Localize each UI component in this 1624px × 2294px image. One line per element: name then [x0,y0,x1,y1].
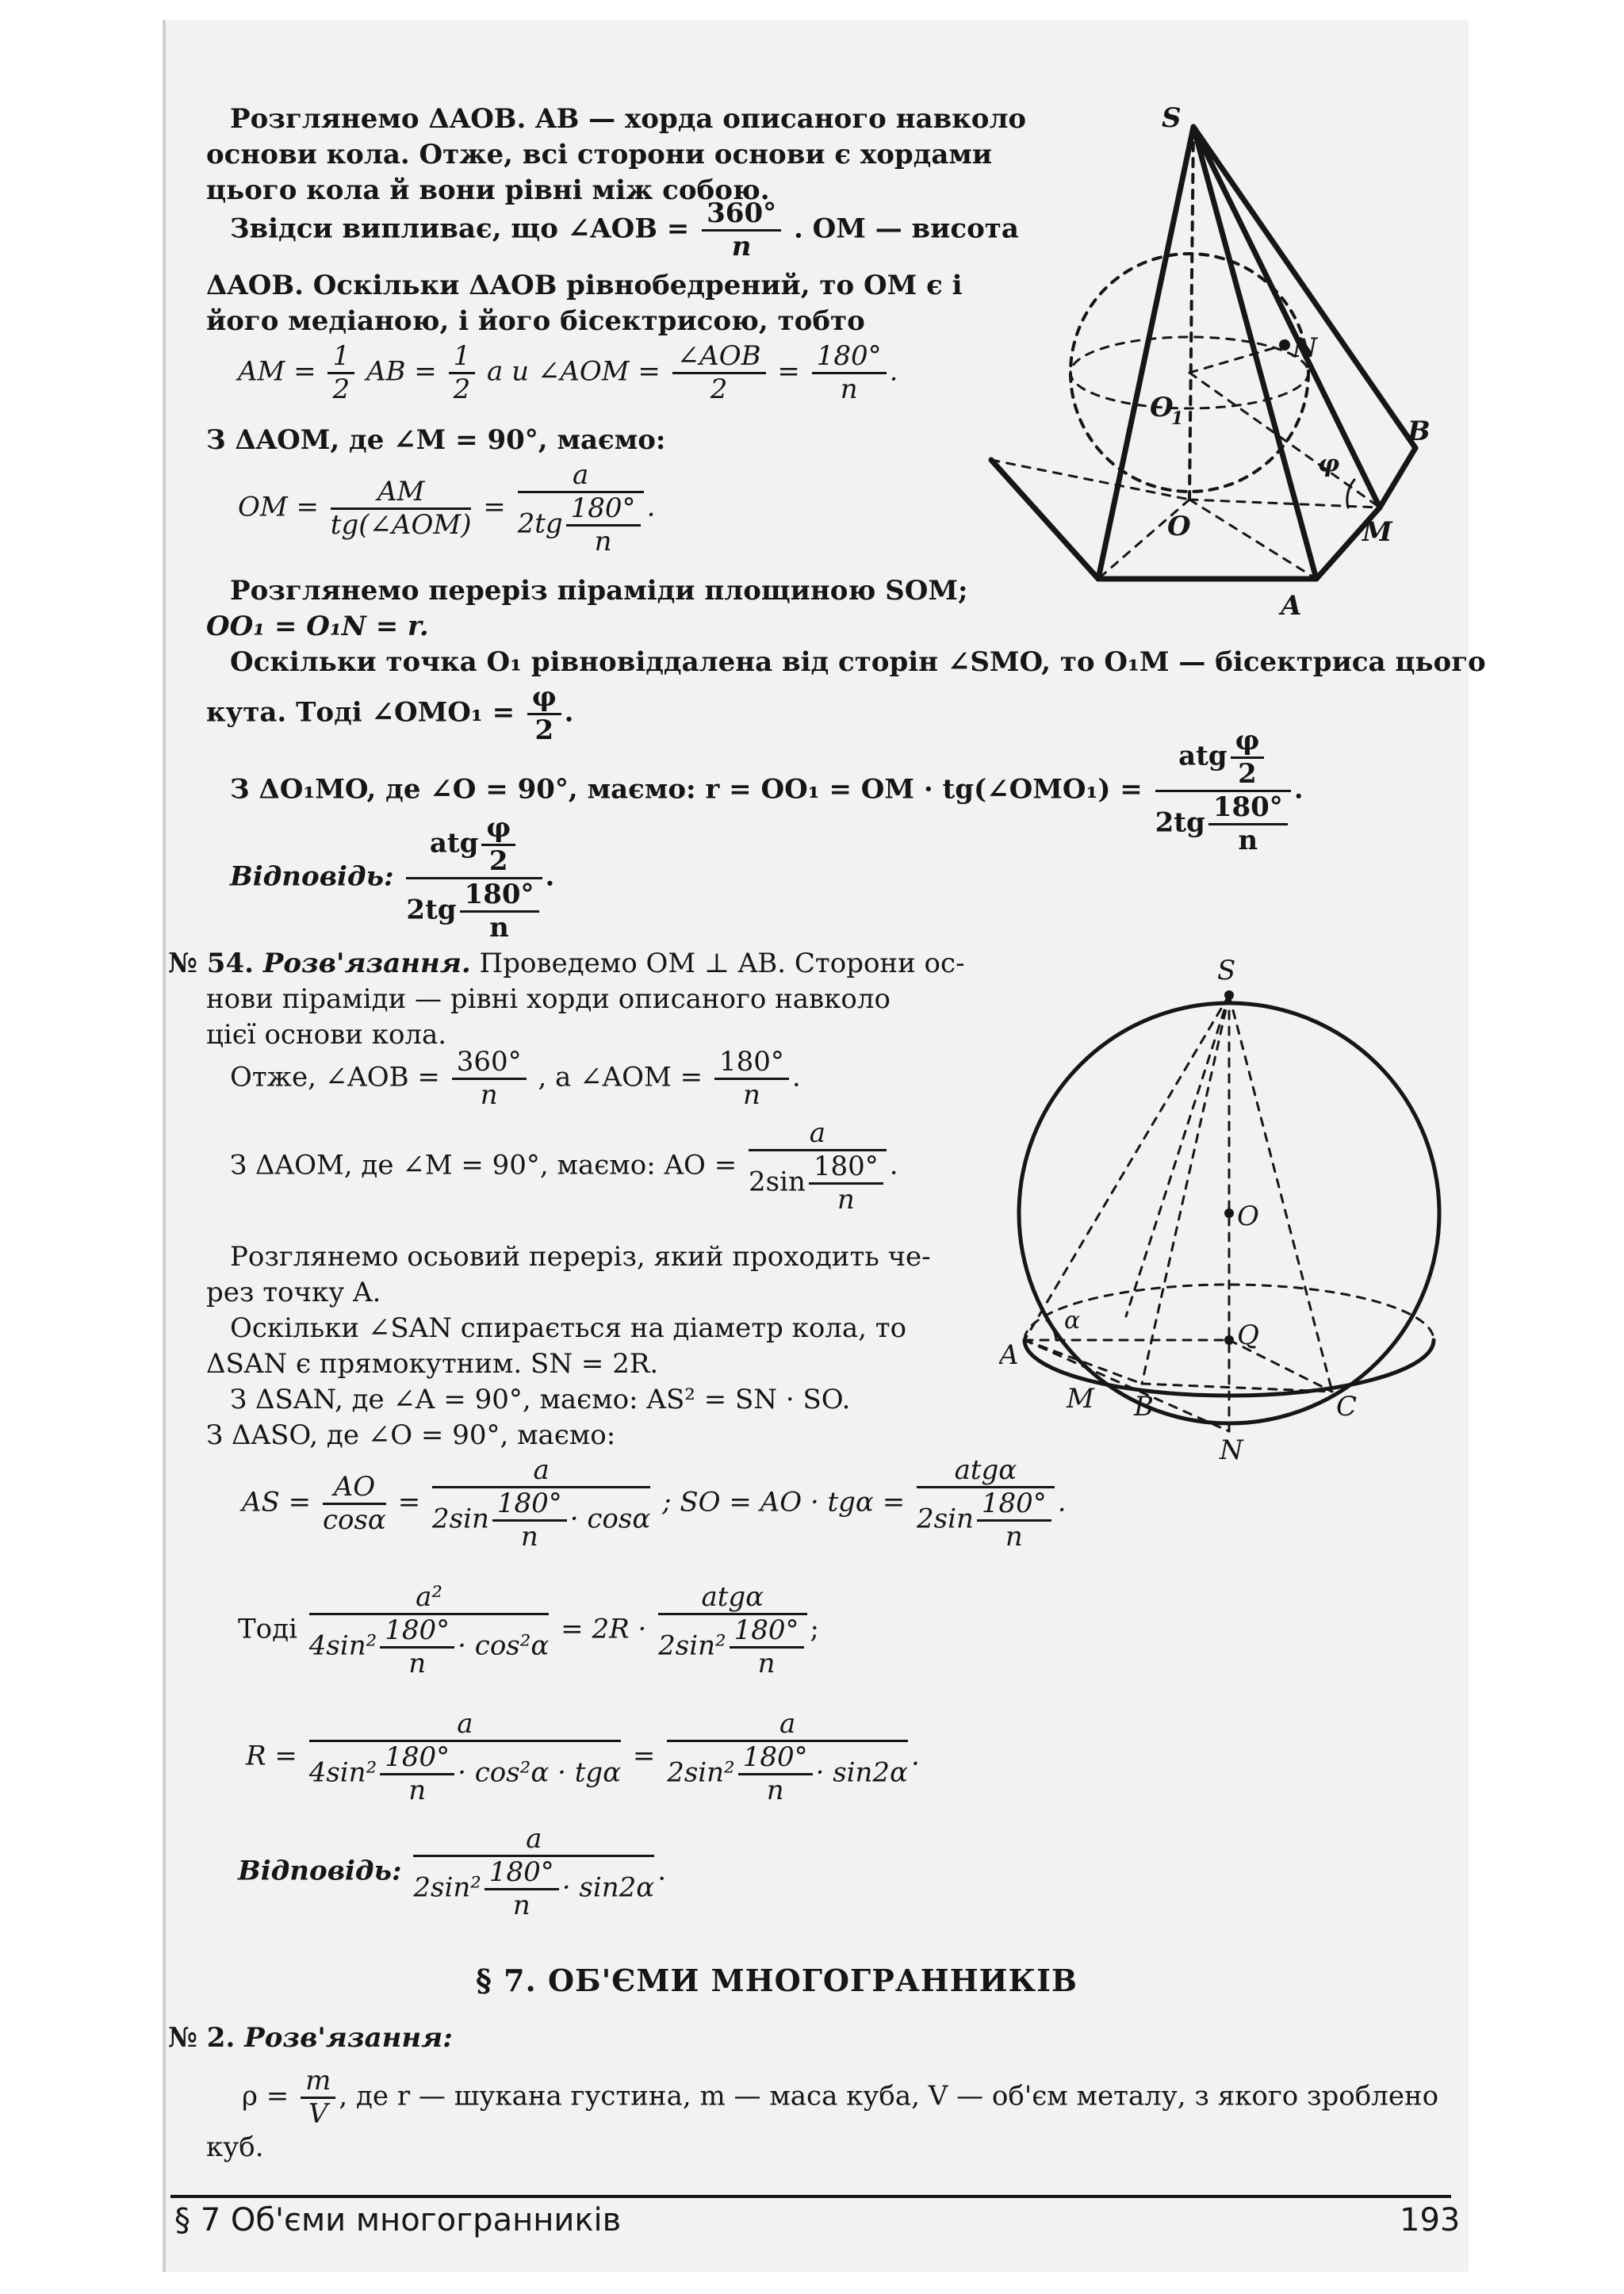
fraction [460,879,539,944]
numerator: a [432,1455,650,1488]
text-line: З ΔSAN, де ∠A = 90°, маємо: AS² = SN · SO. [230,1384,851,1415]
text: ; SO = AO · tgα = [662,1486,906,1518]
numerator: atgα [658,1582,806,1615]
denominator [1155,792,1291,856]
point-n [1279,339,1290,350]
text: 2sin [917,1503,974,1535]
edge-back [1126,995,1229,1316]
numerator: 180° [380,1615,454,1649]
numerator: atgα [917,1455,1055,1488]
sphere-figure [999,948,1459,1471]
label-o: O [1237,1201,1259,1232]
fraction [327,341,354,405]
denominator: n [840,373,858,406]
numerator: 180° [566,493,641,527]
text-line: куб. [206,2131,264,2163]
numerator: 180° [738,1742,813,1775]
point-s [1224,990,1234,1000]
numerator: 180° [485,1857,559,1890]
fraction [809,1151,883,1216]
numerator: a [518,460,644,493]
denominator: 2 [710,373,728,406]
text: 2sin² [658,1630,726,1662]
text: Звідси випливає, що ∠AOB = [230,213,690,245]
numerator: 1 [449,341,476,374]
text: 4sin² [308,1630,377,1662]
text: , а ∠AOM = [538,1061,703,1093]
text: . OM — висота [793,213,1019,245]
denominator: 2 [453,373,471,406]
text: · cos²α [458,1630,550,1662]
numerator: a [413,1824,654,1857]
formula-line [242,2066,1438,2130]
solution-label: Розв'язання: [244,2022,453,2054]
problem-number: № 54. [168,948,263,979]
denominator [413,1857,654,1921]
label-q: Q [1237,1319,1259,1351]
denominator: n [757,1648,776,1680]
answer-label: Відповідь: [230,860,394,893]
denominator: n [489,912,509,944]
fraction [730,1615,804,1679]
point-o [1224,1208,1234,1218]
formula-line: R = a 4sin² $\frac{180^\circ}{n}$ · cos²α · tgα = a 2sin² $\frac{180^\circ}{n}$ · sin2α . [246,1708,920,1807]
label-s: S [1217,955,1236,986]
base-edge [1380,448,1415,507]
denominator [658,1615,806,1679]
denominator [518,493,644,557]
text-line: З ΔASO, де ∠O = 90°, маємо: [206,1419,616,1451]
numerator: 180° [492,1488,567,1522]
numerator: φ [1231,726,1265,759]
text: atg [1178,740,1228,772]
radius-line [1189,345,1285,373]
slant-height [1193,127,1380,507]
label-b: B [1134,1391,1154,1423]
denominator [309,1615,550,1679]
fraction [749,1118,887,1216]
fraction [406,813,542,944]
footer-chapter: § 7 Об'єми многогранників [174,2202,622,2238]
edge-sa [1025,995,1229,1340]
label-a: A [1281,590,1302,622]
text: = [777,355,800,388]
numerator: 360° [702,198,781,232]
fraction [481,813,515,877]
solution-label: Розв'язання. [262,948,471,979]
label-o: O [1167,511,1191,542]
label-c: C [1336,1391,1358,1423]
text-line: Розглянемо ΔAOB. AB — хорда описаного навколо [230,103,1027,135]
fraction [485,1857,559,1921]
text-line: цього кола й вони рівні між собою. [206,174,770,206]
point-q [1224,1335,1234,1345]
numerator: 1 [327,341,354,374]
fraction [432,1455,650,1553]
text-line: цієї основи кола. [206,1019,447,1051]
hidden-line [1189,500,1380,507]
numerator: m [301,2066,335,2099]
text: 2sin² [667,1756,735,1789]
numerator: a [667,1709,908,1742]
denominator: n [408,1648,427,1680]
text-line: З ΔAOM, де ∠M = 90°, маємо: [206,424,666,456]
numerator: 180° [714,1047,789,1080]
text-line: ΔAOB. Оскільки ΔAOB рівнобедрений, то OM є і [206,270,963,301]
text: · cos²α · tgα [458,1756,622,1789]
fraction [977,1488,1051,1553]
denominator: n [742,1079,760,1112]
denominator: n [480,1079,498,1112]
numerator: a² [309,1582,550,1615]
fraction [1208,792,1288,856]
text: Проведемо OM ⊥ AB. Сторони ос- [470,948,965,979]
label-m: M [1362,516,1392,548]
numerator: φ [527,682,561,715]
problem-heading [168,2022,453,2055]
text: · sin2α [815,1756,909,1789]
denominator: n [520,1521,538,1553]
text: З ΔO₁MO, де ∠O = 90°, маємо: r = OO₁ = OM · tg(∠OMO₁) = [230,773,1143,806]
text: AB = [366,355,437,388]
label-n: N [1220,1434,1243,1466]
text: Тоді [238,1613,297,1645]
formula-line [230,198,1019,262]
fraction [309,1582,550,1679]
numerator [406,813,542,879]
text-line: нови піраміди — рівні хорди описаного навколо [206,983,891,1015]
base-edge [991,460,1098,579]
denominator: n [766,1775,784,1807]
numerator: ∠AOB [672,341,766,374]
denominator [406,879,542,944]
denominator: cosα [322,1504,386,1537]
formula-line: AM = $\frac{1}{2}$ AB = $\frac{1}{2}$ a и ∠AOM = $\frac{\text{∠AOB}}{2}$ = $\frac{180^\circ}{n}$ . [238,340,898,406]
height-line [1189,127,1193,500]
numerator [1155,726,1291,792]
text: , де r — шукана густина, m — маса куба, V — об'єм металу, з якого зроблено [339,2080,1439,2112]
denominator: tg(∠AOM) [330,509,472,542]
formula-line: З ΔAOM, де ∠M = 90°, маємо: AO = a 2sin $\frac{180^\circ}{n}$ . [230,1117,898,1216]
text-line: Розглянемо переріз піраміди площиною SOM; [230,575,968,607]
denominator [749,1151,887,1216]
text: 4sin² [308,1756,377,1789]
label-o1: O [1150,392,1174,423]
text-line: Розглянемо осьовий переріз, який проходить че- [230,1241,931,1273]
fraction [449,341,476,405]
text-line: його медіаною, і його бісектрисою, тобто [206,305,865,337]
text: 2tg [517,507,563,540]
label-a: A [999,1339,1019,1371]
numerator: 180° [1208,792,1288,825]
numerator: 180° [380,1742,454,1775]
text: OM = [238,491,319,523]
denominator: V [308,2098,328,2131]
fraction [309,1709,621,1806]
footer-rule [170,2195,1451,2198]
fraction [301,2066,335,2130]
denominator: 2 [488,845,508,878]
denominator: n [594,526,612,558]
formula-line: Відповідь: a 2sin² $\frac{180^\circ}{n}$ · sin2α . [238,1823,667,1922]
page-number: 193 [1400,2202,1461,2238]
text: З ΔAOM, де ∠M = 90°, маємо: AO = [230,1149,737,1181]
numerator: φ [481,813,515,846]
denominator: n [1238,825,1258,857]
formula-line: OM = $\frac{AM}{\text{tg(∠AOM)}}$ = a 2tg $\frac{180^\circ}{n}$ . [238,459,656,558]
numerator: 180° [730,1615,804,1649]
text: AM = [238,355,316,388]
answer-label: Відповідь: [238,1855,402,1887]
denominator: n [512,1890,530,1922]
text-line: ΔSAN є прямокутним. SN = 2R. [206,1348,659,1380]
section-heading: § 7. ОБ'ЄМИ МНОГОГРАННИКІВ [476,1963,1078,1998]
denominator [309,1742,621,1806]
fraction [738,1742,813,1806]
text: · sin2α [561,1871,655,1904]
formula-line: кута. Тоді ∠OMO₁ = $\frac{\varphi}{2}$ . [206,681,574,747]
text: a и ∠AOM = [487,355,661,388]
text: · cosα [569,1503,651,1535]
denominator: n [408,1775,427,1807]
text: 2sin [749,1166,806,1198]
numerator: 180° [809,1151,883,1185]
fraction [518,460,644,557]
text: 2tg [1155,806,1205,839]
fraction [812,341,887,405]
numerator: 180° [812,341,887,374]
numerator: 180° [977,1488,1051,1522]
fraction [714,1047,789,1111]
denominator: n [1005,1521,1023,1553]
text: ρ = [242,2080,289,2112]
label-m: M [1067,1383,1094,1415]
label-o1-subscript: 1 [1171,408,1184,429]
text: atg [429,827,479,860]
text-line: OO₁ = O₁N = r. [206,611,429,642]
lateral-edge [1193,127,1415,448]
base-edge [1142,1384,1332,1392]
text: R = [246,1740,297,1772]
fraction [702,198,781,262]
fraction [380,1615,454,1679]
numerator: 360° [452,1047,527,1080]
label-alpha: α [1064,1307,1081,1335]
fraction [1231,726,1265,790]
numerator: 180° [460,879,539,913]
fraction [331,477,472,541]
numerator: AM [331,477,472,510]
formula-line: AS = $\frac{AO}{\cos\alpha}$ = a 2sin $\frac{180^\circ}{n}$ · cosα ; SO = AO · tgα = atgα 2sin $\frac{180^\circ}{n}$ . [242,1454,1067,1553]
problem-heading [168,948,965,980]
formula-line: Відповідь: atg $\frac{\varphi}{2}$ 2tg $\frac{180^\circ}{n}$ . [230,812,555,944]
text: 2tg [406,894,457,926]
denominator [432,1488,650,1553]
label-b: B [1408,416,1431,447]
numerator: a [749,1118,887,1151]
fraction [413,1824,654,1921]
text: Отже, ∠AOB = [230,1061,440,1093]
text: = 2R · [561,1613,647,1645]
edge-sb [1142,995,1229,1384]
problem-number: № 2. [168,2022,245,2054]
numerator: AO [323,1472,386,1505]
text-line: основи кола. Отже, всі сторони основи є хордами [206,139,993,170]
fraction [672,341,766,405]
denominator: n [837,1184,855,1216]
text-line: Оскільки точка O₁ рівновіддалена від сторін ∠SMO, то O₁M — бісектриса цього [230,646,1486,678]
text-line: рез точку A. [206,1277,381,1308]
fraction [1155,726,1291,856]
text: 2sin [432,1503,489,1535]
label-s: S [1162,103,1182,134]
denominator [917,1488,1055,1553]
fraction [380,1742,454,1806]
pyramid-figure [983,103,1459,626]
denominator: 2 [332,373,350,406]
fraction [566,493,641,557]
fraction [323,1472,386,1536]
fraction [492,1488,567,1553]
text: AS = [242,1486,312,1518]
fraction [452,1047,527,1111]
numerator: a [309,1709,621,1742]
denominator: 2 [534,714,554,747]
label-phi: φ [1318,450,1340,478]
formula-line: Отже, ∠AOB = $\frac{360^\circ}{n}$ , а ∠AOM = $\frac{180^\circ}{n}$ . [230,1046,801,1112]
label-n: N [1293,332,1318,364]
text-line: Оскільки ∠SAN спирається на діаметр кола, то [230,1312,907,1344]
denominator: 2 [1238,758,1257,791]
fraction [658,1582,806,1679]
denominator: n [731,231,752,263]
denominator [667,1742,908,1806]
formula-line: Тоді a² 4sin² $\frac{180^\circ}{n}$ · cos²α = 2R · atgα 2sin² $\frac{180^\circ}{n}$ ; [238,1581,819,1680]
fraction [667,1709,908,1806]
text: кута. Тоді ∠OMO₁ = [206,696,515,729]
formula-line: З ΔO₁MO, де ∠O = 90°, маємо: r = OO₁ = OM · tg(∠OMO₁) = atg $\frac{\varphi}{2}$ 2tg $\frac{180^\circ}{n}$ . [230,725,1304,857]
text: 2sin² [413,1871,481,1904]
